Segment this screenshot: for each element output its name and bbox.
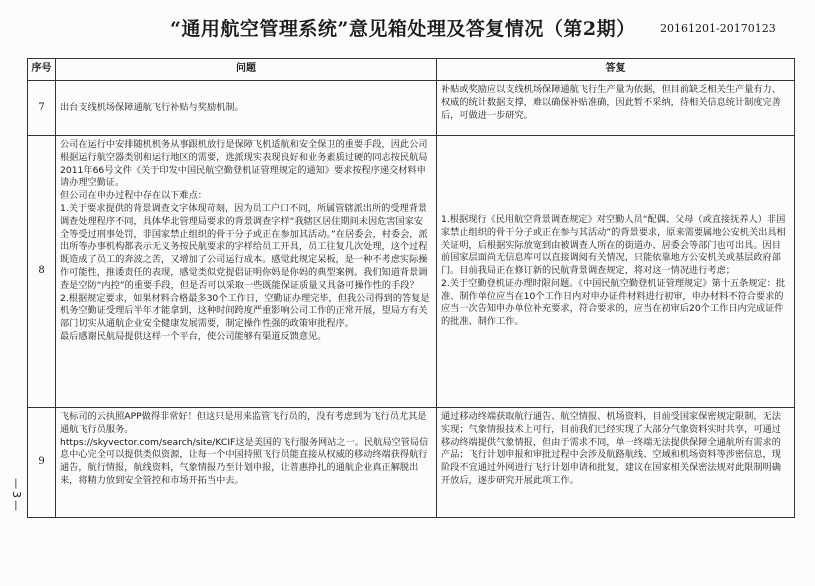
table-row: [28, 136, 795, 408]
row-number: 9: [28, 408, 56, 518]
answer-text: 2.关于空勤登机证办理时限问题。《中国民航空勤登机证管理规定》第十五条规定：批准、制作单位应当在10个工作日内对申办证件材料进行初审，申办材料不符合要求的应当一次告知申办单位补充要求，符合要求的，应当在初审后20个工作日内完成证件的批准、制作工作。: [441, 277, 786, 328]
table-row: [28, 408, 795, 518]
question-cell: [56, 136, 437, 408]
question-text: 1.关于要求提供的背景调查文字体现苛刻，因为员工户口不同，所属管辖派出所的受理背景调查处理程序不同，具体华北管理局要求的背景调查字样“我辖区居住期间未因危害国家安全等受过刑事处罚，非国家禁止组织的骨干分子或正在参加其活动。”在居委会，村委会，派出所等办事机构都表示无义务按民航要求的字样给员工开具，员工往复几次处理，这个过程既造成了员工的奔波之苦，又增加了公司运行成本。感觉此规定呆板，是一种不考虑实际操作可能性，推诿责任的表现，感觉类似党提倡证明你妈是你妈的典型案例。我们知道背景调查是空防“内控”的重要手段，但是否可以采取一些既能保证质量又具备可操作性的手段？: [60, 202, 428, 291]
answer-cell: [437, 136, 795, 408]
page-number: —3—: [10, 478, 23, 513]
question-text: 飞标司的云执照APP做得非常好！但这只是用来监管飞行员的，没有考虑到为飞行员尤其是通航飞行员服务。: [60, 411, 427, 435]
answer-cell: [437, 81, 795, 136]
row-number: 7: [28, 81, 56, 136]
answer-text: 补贴或奖励应以支线机场保障通航飞行生产量为依据，但目前缺乏相关生产量有力、权威的统计数据支撑，难以确保补贴准确，因此暂不采纳，待相关信息统计制度完善后，可做进一步研究。: [441, 84, 781, 121]
column-header-answer: 答复: [437, 59, 795, 81]
answer-text: 通过移动终端获取航行通告、航空情报、机场资料，目前受国家保密规定限制，无法实现；气象情报技术上可行，目前我们已经实现了大部分气象资料实时共享，可通过移动终端提供气象情报，但由于需求不同，单一终端无法提供保障全通航所有需求的产品；飞行计划申报和审批过程中会涉及航路航线、空域和机场资料等涉密信息，现阶段不宜通过外网进行飞行计划申请和批复，建议在国家相关保密法规对此限制明确开放后，逐步研究开展此项工作。: [441, 411, 781, 486]
question-text: 2.根据规定要求，如果材料合格最多30个工作日，空勤证办理完毕，但我公司得到的答复是机务空勤证受理后半年才能拿到，这种时间跨度严重影响公司工作的正常开展，望局方有关部门切实从通航企业安全健康发展需要，制定操作性强的政策审批程序。: [60, 292, 430, 330]
table-row: [28, 81, 795, 136]
table-header-row: [28, 59, 795, 81]
page-title: “通用航空管理系统”意见箱处理及答复情况（第2期）: [170, 18, 636, 40]
question-text: 公司在运行中安排随机机务从事跟机放行是保障飞机适航和安全保卫的重要手段，因此公司根据运行航空器类别和运行地区的需要，选派现实表现良好和业务素质过硬的同志按民航局2011年66号文件《关于印发中国民航空勤登机证管理规定的通知》要求按程序递交材料申请办理空勤证。: [60, 139, 428, 189]
question-text: https://skyvector.com/search/site/KCIF这是美国的飞行服务网站之一。民航局空管局信息中心完全可以提供类似资源，让每一个中国持照飞行员能直接从权威的移动终端获得航行通告，航行情报，航线资料，气象情报乃至计划申报，让普惠挣扎的通航企业真正解脱出来，将精力放到安全管控和市场开拓当中去。: [60, 436, 429, 486]
answer-text: 1.根据现行《民用航空背景调查规定》对空勤人员“配偶、父母（或直接抚养人）非国家禁止组织的骨干分子或正在参与其活动”的背景要求，原来需要属地公安机关出具相关证明，后根据实际放宽到由被调查人所在的街道办、居委会等部门也可出具。因目前国家层面尚无信息库可以直接调阅有关情况，只能依靠地方公安机关或基层政府部门。目前我局正在修订新的民航背景调查规定，将对这一情况进行考虑；: [441, 213, 786, 277]
question-text: 出台支线机场保障通航飞行补贴与奖励机制。: [60, 101, 244, 113]
feedback-table: [27, 58, 795, 518]
column-header-number: 序号: [28, 59, 56, 81]
question-text: 最后感谢民航局提供这样一个平台，使公司能够有渠道反馈意见。: [60, 330, 327, 342]
question-cell: [56, 408, 437, 518]
answer-cell: [437, 408, 795, 518]
question-cell: [56, 81, 437, 136]
question-text: 但公司在申办过程中存在以下难点：: [60, 190, 207, 202]
column-header-question: 问题: [56, 59, 437, 81]
row-number: 8: [28, 136, 56, 408]
date-range: 20161201-20170123: [660, 22, 776, 35]
